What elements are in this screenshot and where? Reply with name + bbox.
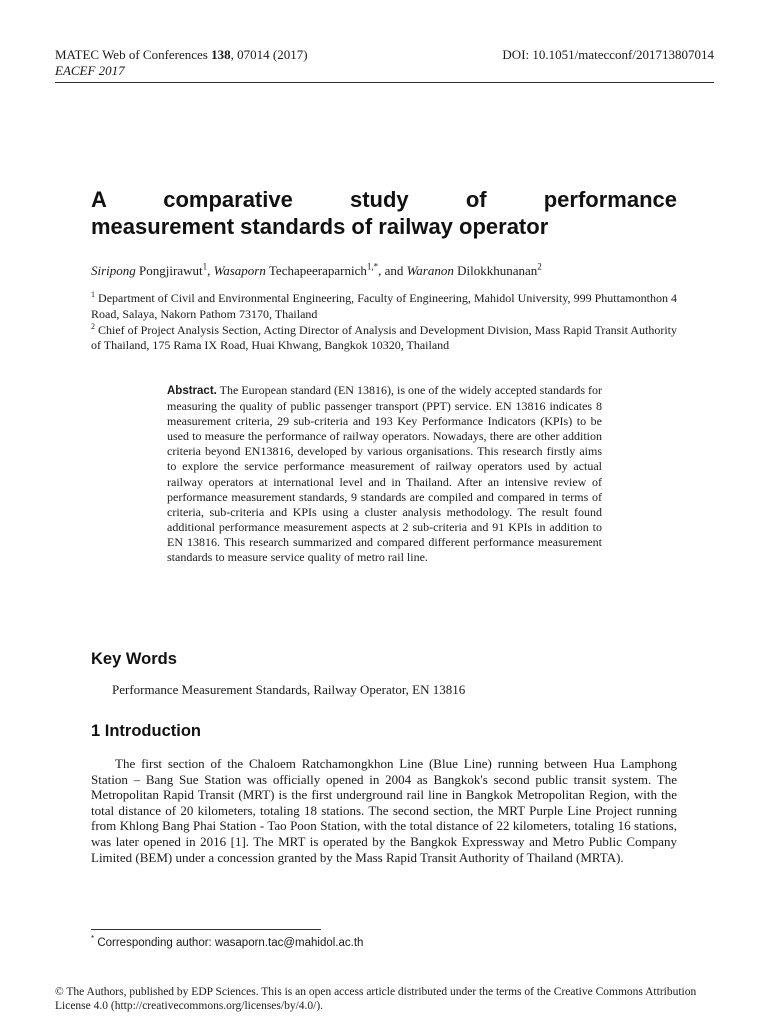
- introduction-heading: 1 Introduction: [91, 722, 201, 740]
- abstract: [167, 383, 602, 565]
- author: [407, 263, 542, 278]
- conference-name: EACEF 2017: [55, 63, 125, 78]
- footnote: [91, 936, 363, 950]
- keywords-heading: Key Words: [91, 650, 177, 668]
- affiliation-text: Chief of Project Analysis Section, Acting Director of Analysis and Development Division, Mass Rapid Transit Authority of Thailand, 175 Rama IX Road, Huai Khwang, Bangkok 10320, Thailand: [91, 322, 678, 353]
- author-family-name: Techapeeraparnich: [268, 263, 367, 278]
- author-given-name: Siripong: [91, 263, 136, 278]
- author-affiliation-mark: 1,*: [366, 261, 379, 272]
- author-given-name: Wasaporn: [213, 263, 266, 278]
- introduction-paragraph: The first section of the Chaloem Ratchamongkhon Line (Blue Line) running between Hua Lamphong Station – Bang Sue Station was officially opened in 2004 as Bangkok's second public transit system. The Metropolitan Rapid Transit (MRT) is the first underground rail line in Bangkok Metropolitan Region, with the total distance of 20 kilometers, totaling 18 stations. The second section, the MRT Purple Line Project running from Khlong Bang Phai Station - Tao Poon Station, with the total distance of 22 kilometers, totaling 16 stations, was later opened in 2016 [1]. The MRT is operated by the Bangkok Expressway and Metro Public Company Limited (BEM) under a concession granted by the Mass Rapid Transit Authority of Thailand (MRTA).: [91, 756, 677, 865]
- journal-name: MATEC Web of Conferences: [55, 47, 212, 62]
- author: [214, 263, 379, 278]
- affiliation-mark: 1: [91, 290, 95, 299]
- author-given-name: Waranon: [406, 263, 454, 278]
- author-separator: , and: [378, 263, 407, 278]
- journal-volume: 138: [211, 47, 231, 62]
- keywords-text: Performance Measurement Standards, Railway Operator, EN 13816: [112, 682, 466, 697]
- footnote-mark: *: [91, 934, 95, 944]
- affiliation-mark: 2: [91, 321, 95, 331]
- affiliation: [91, 291, 677, 323]
- running-header-citation: [55, 47, 308, 79]
- article-number-year: , 07014 (2017): [230, 47, 308, 62]
- author-affiliation-mark: 1: [202, 261, 208, 272]
- affiliation-list: [91, 291, 677, 354]
- author-separator: ,: [207, 263, 214, 278]
- abstract-label: Abstract.: [167, 385, 217, 397]
- footnote-text: Corresponding author: wasaporn.tac@mahidol.ac.th: [94, 937, 364, 949]
- abstract-text: The European standard (EN 13816), is one of the widely accepted standards for measuring the quality of public passenger transport (PPT) service. EN 13816 indicates 8 measurement criteria, 29 sub-criteria and 193 Key Performance Indicators (KPIs) to be used to measure the performance of railway operators. Nowadays, there are other addition criteria beyond EN13816, developed by various organisations. This research firstly aims to explore the service performance measurement of railway operators used by actual railway operators at international level and in Thailand. After an intensive review of performance measurement standards, 9 standards are compiled and compared in terms of criteria, sub-criteria and KPIs using a cluster analysis methodology. The result found additional performance measurement aspects at 2 sub-criteria and 91 KPIs in addition to EN 13816. This research summarized and compared different performance measurement standards to measure service quality of metro rail line.: [167, 383, 602, 565]
- header-divider: [55, 82, 714, 83]
- paper-title-line-2: measurement standards of railway operator: [91, 214, 549, 239]
- author: [91, 263, 207, 278]
- affiliation-text: Department of Civil and Environmental Engineering, Faculty of Engineering, Mahidol University, 999 Phuttamonthon 4 Road, Salaya, Nakorn Pathom 73170, Thailand: [91, 291, 678, 321]
- author-family-name: Dilokkhunanan: [457, 263, 538, 278]
- license-notice: © The Authors, published by EDP Sciences. This is an open access article distributed under the terms of the Creative Commons Attribution License 4.0 (http://creativecommons.org/licenses/by/4.0/).: [55, 986, 697, 1012]
- author-list: [91, 263, 542, 279]
- paper-title-line-1: A comparative study of performance: [91, 187, 677, 212]
- affiliation: [91, 323, 677, 355]
- author-affiliation-mark: 2: [537, 261, 542, 272]
- footnote-divider: [91, 929, 321, 930]
- journal-citation: [55, 47, 308, 63]
- author-family-name: Pongjirawut: [139, 263, 203, 278]
- paper-title: [91, 186, 677, 240]
- doi: DOI: 10.1051/matecconf/201713807014: [502, 47, 714, 62]
